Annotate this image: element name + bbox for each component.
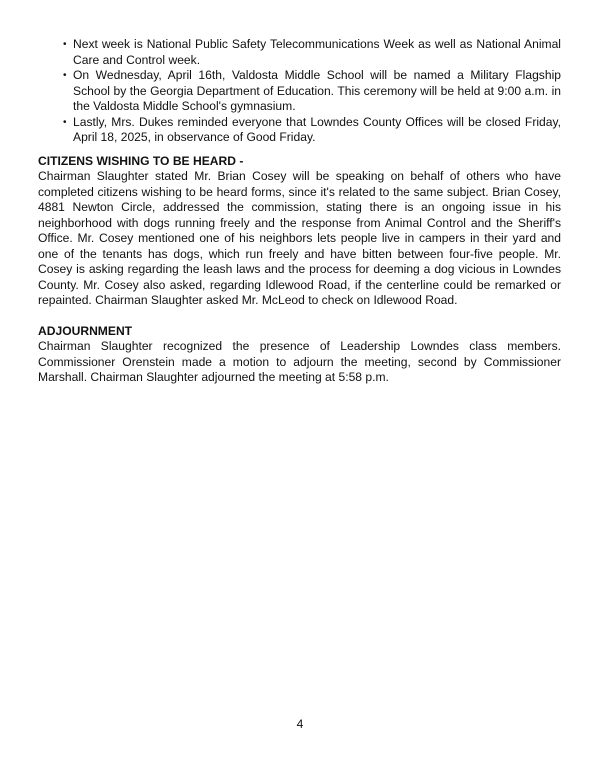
- document-page: [38, 37, 561, 386]
- list-item-text: On Wednesday, April 16th, Valdosta Middle School will be named a Military Flagship School by the Georgia Department of Education. This ceremony will be held at 9:00 a.m. in the Valdosta Middle School's gymnasium.: [73, 68, 561, 113]
- list-item-text: Lastly, Mrs. Dukes reminded everyone that Lowndes County Offices will be closed Friday, April 18, 2025, in observance of Good Friday.: [73, 114, 561, 144]
- bullet-icon: •: [63, 39, 67, 50]
- section-adjournment: [38, 324, 561, 386]
- bullet-icon: •: [63, 70, 67, 81]
- section-citizens-wishing-to-be-heard: [38, 154, 561, 309]
- section-body: Chairman Slaughter recognized the presence of Leadership Lowndes class members. Commissioner Orenstein made a motion to adjourn the meeting, second by Commissioner Marshall. Chairman Slaughter adjourned the meeting at 5:58 p.m.: [38, 339, 561, 384]
- section-heading: ADJOURNMENT: [38, 323, 133, 338]
- list-item-text: Next week is National Public Safety Telecommunications Week as well as National Animal Care and Control week.: [73, 37, 561, 67]
- page-number: 4: [296, 717, 304, 731]
- announcement-list: [38, 37, 561, 146]
- section-body: Chairman Slaughter stated Mr. Brian Cosey will be speaking on behalf of others who have completed citizens wishing to be heard forms, since it's related to the same subject. Brian Cosey, 4881 Newton Circle, addressed the commission, stating there is an ongoing issue in his neighborhood with dogs running freely and the response from Animal Control and the Sheriff's Office. Mr. Cosey mentioned one of his neighbors lets people live in campers in their yard and one of the tenants has dogs, which run freely and have bitten between four-five people. Mr. Cosey is asking regarding the leash laws and the process for deeming a dog vicious in Lowndes County. Mr. Cosey also asked, regarding Idlewood Road, if the centerline could be remarked or repainted. Chairman Slaughter asked Mr. McLeod to check on Idlewood Road.: [38, 169, 561, 307]
- list-item: [63, 114, 561, 146]
- list-item: [63, 37, 561, 68]
- list-item: [63, 68, 561, 115]
- bullet-icon: •: [63, 116, 67, 128]
- section-heading: CITIZENS WISHING TO BE HEARD -: [38, 153, 244, 168]
